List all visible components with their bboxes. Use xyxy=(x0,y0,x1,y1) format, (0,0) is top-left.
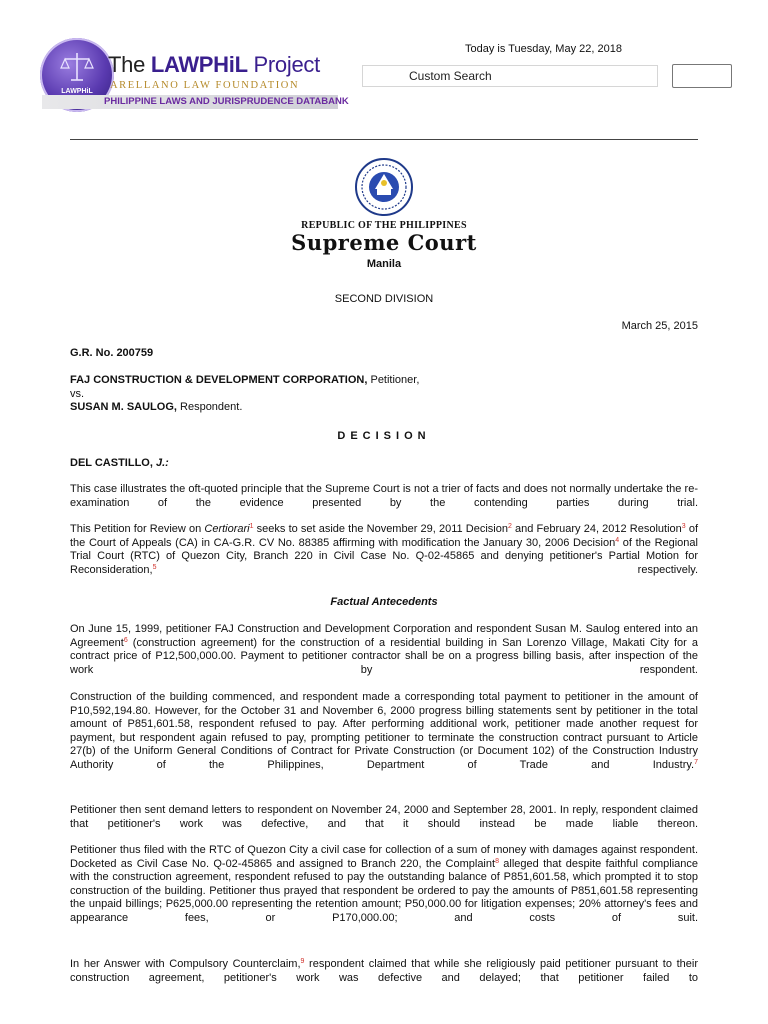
brand-title-project: Project xyxy=(247,52,320,77)
header-divider xyxy=(70,139,698,140)
respondent-name: SUSAN M. SAULOG, xyxy=(70,401,177,413)
scales-of-justice-icon xyxy=(60,50,94,84)
footnote-link-2[interactable]: 2 xyxy=(507,523,512,530)
footnote-link-1[interactable]: 1 xyxy=(249,523,254,530)
p3-text-a: On June 15, 1999, petitioner FAJ Construction and Development Corporation and respondent Susan M. Saulog entered into an Agreement xyxy=(70,623,698,649)
petitioner-role: Petitioner, xyxy=(367,374,420,386)
supreme-court-heading: Supreme Court xyxy=(291,230,477,255)
footnote-link-4[interactable]: 4 xyxy=(615,536,620,544)
p2-certiorari: Certiorari xyxy=(204,523,250,535)
supreme-court-seal-icon xyxy=(355,158,413,216)
paragraph-6 xyxy=(70,844,698,939)
decision-date: March 25, 2015 xyxy=(621,320,698,332)
p7-text-a: In her Answer with Compulsory Counterclaim, xyxy=(70,958,301,970)
search-button[interactable] xyxy=(672,64,732,88)
footnote-link-9[interactable]: 9 xyxy=(300,958,305,965)
footnote-link-5[interactable]: 5 xyxy=(152,563,157,571)
ponente-name: DEL CASTILLO, xyxy=(70,457,156,469)
ponente xyxy=(70,457,698,471)
brand-title xyxy=(108,52,320,78)
petitioner-name: FAJ CONSTRUCTION & DEVELOPMENT CORPORATION, xyxy=(70,374,368,386)
brand-subtitle: ARELLANO LAW FOUNDATION xyxy=(110,80,300,91)
brand-tagline-bar xyxy=(42,95,349,109)
brand-title-the: The xyxy=(108,52,151,77)
p2-text-a: This Petition for Review on xyxy=(70,523,205,535)
site-header xyxy=(0,0,768,120)
p4-text-a: Construction of the building commenced, and respondent made a corresponding total payment to petitioner in the amount of P10,592,194.80. However, for the October 31 and November 6, 2000 progress billing statements sent by petitioner in the total amount of P851,601.58, respondent refused to pay. After performing additional work, petitioner made another request for payment, but respondent again refused to pay, prompting petitioner to terminate the construction contract pursuant to Article 27(b) of the Uniform General Conditions of Contract for Private Construction (or Document 102) of the Construction Industry Authority of the Philippines, Department of Trade and Industry. xyxy=(70,691,698,771)
footnote-link-7[interactable]: 7 xyxy=(694,758,698,766)
brand-tagline: PHILIPPINE LAWS AND JURISPRUDENCE DATABANK xyxy=(104,96,349,107)
gr-number: G.R. No. 200759 xyxy=(70,347,154,359)
p7-text-b: respondent claimed that while she religiously paid petitioner pursuant to their construction agreement, petitioner's work was defective and delayed; that petitioner failed to xyxy=(70,958,698,984)
versus-line: vs. xyxy=(70,387,85,400)
paragraph-2 xyxy=(70,523,698,591)
p2-text-b: seeks to set aside the November 29, 2011 Decision xyxy=(253,523,508,535)
section-heading-factual-antecedents: Factual Antecedents xyxy=(330,596,438,608)
petitioner-line xyxy=(70,374,698,388)
city-heading: Manila xyxy=(366,258,402,270)
ponente-title: J.: xyxy=(155,457,169,469)
decision-title: DECISION xyxy=(337,430,431,442)
logo-mini-text: LAWPHiL xyxy=(61,88,93,95)
paragraph-4 xyxy=(70,691,698,786)
today-date: Today is Tuesday, May 22, 2018 xyxy=(465,43,622,55)
republic-heading: REPUBLIC OF THE PHILIPPINES xyxy=(301,220,467,231)
footnote-link-3[interactable]: 3 xyxy=(681,523,686,530)
case-parties xyxy=(70,374,698,415)
search-input[interactable]: Custom Search xyxy=(362,65,658,87)
footnote-link-6[interactable]: 6 xyxy=(123,636,128,644)
brand-title-lawphil: LAWPHiL xyxy=(150,52,248,77)
respondent-line xyxy=(70,401,698,415)
division-heading: SECOND DIVISION xyxy=(334,293,434,305)
p2-text-c: and February 24, 2012 Resolution xyxy=(511,523,682,535)
paragraph-7 xyxy=(70,958,698,999)
lawphil-logo[interactable] xyxy=(40,38,360,114)
p3-text-b: (construction agreement) for the construction of a residential building in San Lorenzo Village, Makati City for a contract price of P12,500,000.00. Payment to petitioner contractor shall be on a progress billing basis, after inspection of the work by respondent. xyxy=(70,636,698,676)
p2-text-f: respectively. xyxy=(156,563,698,576)
footnote-link-8[interactable]: 8 xyxy=(495,857,499,865)
paragraph-1: This case illustrates the oft-quoted principle that the Supreme Court is not a trier of facts and does not normally undertake the re-examination of the evidence presented by the contending parties during trial. xyxy=(70,483,698,509)
p6-text-b: alleged that despite faithful compliance with the construction agreement, respondent refused to pay the outstanding balance of P851,601.58, which prompted it to stop construction of the building. Petitioner thus prayed that respondent be ordered to pay the amounts of P851,601.58 representing the unpaid billings; P625,000.00 representing the retention amount; P50,000.00 for litigation expenses; 20% attorney's fees and appearance fees, or P170,000.00; and costs of suit. xyxy=(70,857,698,924)
p2-text-e: of the Regional Trial Court (RTC) of Quezon City, Branch 220 in Civil Case No. Q-02-45865 and denying petitioner's Partial Motion for Reconsideration, xyxy=(70,536,698,576)
respondent-role: Respondent. xyxy=(176,401,243,413)
paragraph-5: Petitioner then sent demand letters to respondent on November 24, 2000 and September 28, 2001. In reply, respondent claimed that petitioner's work was defective, and that it should instead be made liable thereon. xyxy=(70,804,698,830)
p2-text-d: of the Court of Appeals (CA) in CA-G.R. CV No. 88385 affirming with modification the January 30, 2006 Decision xyxy=(70,523,699,549)
p6-text-a: Petitioner thus filed with the RTC of Quezon City a civil case for collection of a sum of money with damages against respondent. Docketed as Civil Case No. Q-02-45865 and assigned to Branch 220, the Complaint xyxy=(70,844,698,870)
paragraph-3 xyxy=(70,623,698,691)
